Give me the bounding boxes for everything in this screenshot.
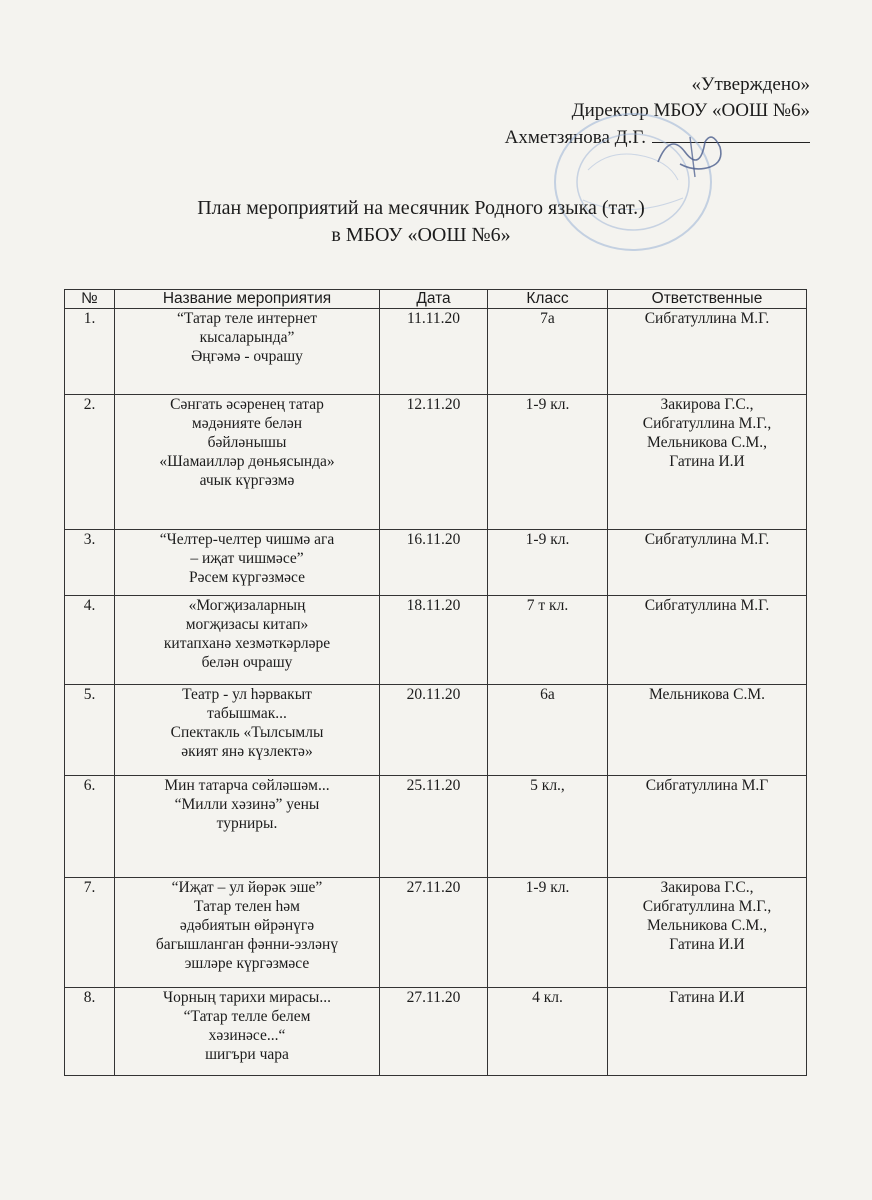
event-name-line: “Иҗат – ул йөрәк эше” <box>171 879 323 896</box>
event-name-line: белән очрашу <box>201 654 293 671</box>
event-date: 20.11.20 <box>380 685 488 776</box>
event-name <box>115 395 380 530</box>
header-date: Дата <box>380 290 488 309</box>
event-date: 27.11.20 <box>380 878 488 988</box>
table-row <box>65 395 807 530</box>
event-date: 12.11.20 <box>380 395 488 530</box>
event-name-line: Татар телен һәм <box>194 898 300 915</box>
table-row <box>65 530 807 596</box>
event-name-line: «Могҗизаларның <box>188 597 306 614</box>
event-name-line: Спектакль «Тылсымлы <box>170 724 324 741</box>
row-number: 3. <box>65 530 115 596</box>
approval-position: Директор МБОУ «ООШ №6» <box>571 100 810 121</box>
event-name <box>115 596 380 685</box>
event-responsible <box>608 776 807 878</box>
responsible-line: Гатина И.И <box>669 989 745 1006</box>
event-name-line: ачык күргәзмә <box>199 472 295 489</box>
event-date: 25.11.20 <box>380 776 488 878</box>
event-name-line: эшләре күргәзмәсе <box>184 955 310 972</box>
event-name-line: бәйләнышы <box>207 434 287 451</box>
responsible-line: Закирова Г.С., <box>660 879 754 896</box>
event-name-line: “Татар телле белем <box>183 1008 311 1025</box>
event-name-line: Мин татарча сөйләшәм... <box>164 777 330 794</box>
header-event: Название мероприятия <box>115 290 380 309</box>
event-responsible <box>608 685 807 776</box>
event-class: 6а <box>488 685 608 776</box>
row-number: 6. <box>65 776 115 878</box>
events-table <box>64 289 807 1076</box>
event-responsible <box>608 988 807 1076</box>
event-date: 18.11.20 <box>380 596 488 685</box>
event-name-line: – иҗат чишмәсе” <box>190 550 304 567</box>
event-responsible <box>608 309 807 395</box>
event-name-line: китапханә хезмәткәрләре <box>163 635 331 652</box>
event-date: 27.11.20 <box>380 988 488 1076</box>
event-name <box>115 988 380 1076</box>
event-class: 7а <box>488 309 608 395</box>
event-name-line: Чорның тарихи мирасы... <box>163 989 331 1006</box>
table-row <box>65 309 807 395</box>
event-responsible <box>608 530 807 596</box>
event-class: 7 т кл. <box>488 596 608 685</box>
event-date: 11.11.20 <box>380 309 488 395</box>
event-name-line: кысаларында” <box>199 329 295 346</box>
event-name <box>115 530 380 596</box>
event-class: 1-9 кл. <box>488 395 608 530</box>
event-name <box>115 878 380 988</box>
event-date: 16.11.20 <box>380 530 488 596</box>
table-row <box>65 685 807 776</box>
header-num: № <box>65 290 115 309</box>
event-name-line: могҗизасы китап» <box>185 616 309 633</box>
row-number: 8. <box>65 988 115 1076</box>
event-class: 1-9 кл. <box>488 530 608 596</box>
table-row <box>65 988 807 1076</box>
event-name <box>115 685 380 776</box>
row-number: 5. <box>65 685 115 776</box>
title-line-2: в МБОУ «ООШ №6» <box>331 224 511 246</box>
responsible-line: Сибгатуллина М.Г., <box>642 415 772 432</box>
event-name <box>115 309 380 395</box>
responsible-line: Сибгатуллина М.Г., <box>642 898 772 915</box>
event-class: 4 кл. <box>488 988 608 1076</box>
event-name-line: мәдәнияте белән <box>191 415 303 432</box>
responsible-line: Мельникова С.М., <box>647 434 767 451</box>
event-name-line: турниры. <box>216 815 278 832</box>
event-name-line: “Татар теле интернет <box>177 310 317 327</box>
event-name-line: “Милли хәзинә” уены <box>174 796 320 813</box>
event-name-line: әкият янә күзлектә» <box>181 743 313 760</box>
header-responsible: Ответственные <box>608 290 807 309</box>
table-header-row <box>65 290 807 309</box>
header-class: Класс <box>488 290 608 309</box>
responsible-line: Сибгатуллина М.Г. <box>644 597 770 614</box>
event-name-line: Әңгәмә - очрашу <box>191 348 303 365</box>
event-name-line: шигъри чара <box>205 1046 289 1063</box>
event-name-line: багышланган фәнни-эзләнү <box>155 936 339 953</box>
event-class: 1-9 кл. <box>488 878 608 988</box>
event-name-line: “Челтер-челтер чишмә ага <box>159 531 335 548</box>
responsible-line: Мельникова С.М. <box>648 686 766 703</box>
table-row <box>65 596 807 685</box>
row-number: 2. <box>65 395 115 530</box>
event-class: 5 кл., <box>488 776 608 878</box>
approval-name: Ахметзянова Д.Г. <box>504 127 646 148</box>
responsible-line: Сибгатуллина М.Г <box>645 777 769 794</box>
responsible-line: Гатина И.И <box>669 453 745 470</box>
event-name-line: хәзинәсе...“ <box>208 1027 286 1044</box>
title-line-1: План мероприятий на месячник Родного языка (тат.) <box>197 197 645 219</box>
event-responsible <box>608 596 807 685</box>
event-name-line: «Шамаилләр дөньясында» <box>159 453 335 470</box>
event-name-line: Сәнгать әсәренең татар <box>170 396 324 413</box>
event-responsible <box>608 878 807 988</box>
table-row <box>65 776 807 878</box>
responsible-line: Закирова Г.С., <box>660 396 754 413</box>
row-number: 1. <box>65 309 115 395</box>
responsible-line: Мельникова С.М., <box>647 917 767 934</box>
row-number: 7. <box>65 878 115 988</box>
row-number: 4. <box>65 596 115 685</box>
event-name-line: Театр - ул һәрвакыт <box>182 686 312 703</box>
responsible-line: Гатина И.И <box>669 936 745 953</box>
table-row <box>65 878 807 988</box>
responsible-line: Сибгатуллина М.Г. <box>644 310 770 327</box>
event-responsible <box>608 395 807 530</box>
signature-icon <box>650 122 740 182</box>
event-name-line: табышмак... <box>207 705 287 722</box>
approval-status: «Утверждено» <box>691 74 810 95</box>
responsible-line: Сибгатуллина М.Г. <box>644 531 770 548</box>
event-name-line: Рәсем күргәзмәсе <box>189 569 305 586</box>
page-title <box>0 195 872 249</box>
event-name <box>115 776 380 878</box>
event-name-line: әдәбиятын өйрәнүгә <box>179 917 315 934</box>
